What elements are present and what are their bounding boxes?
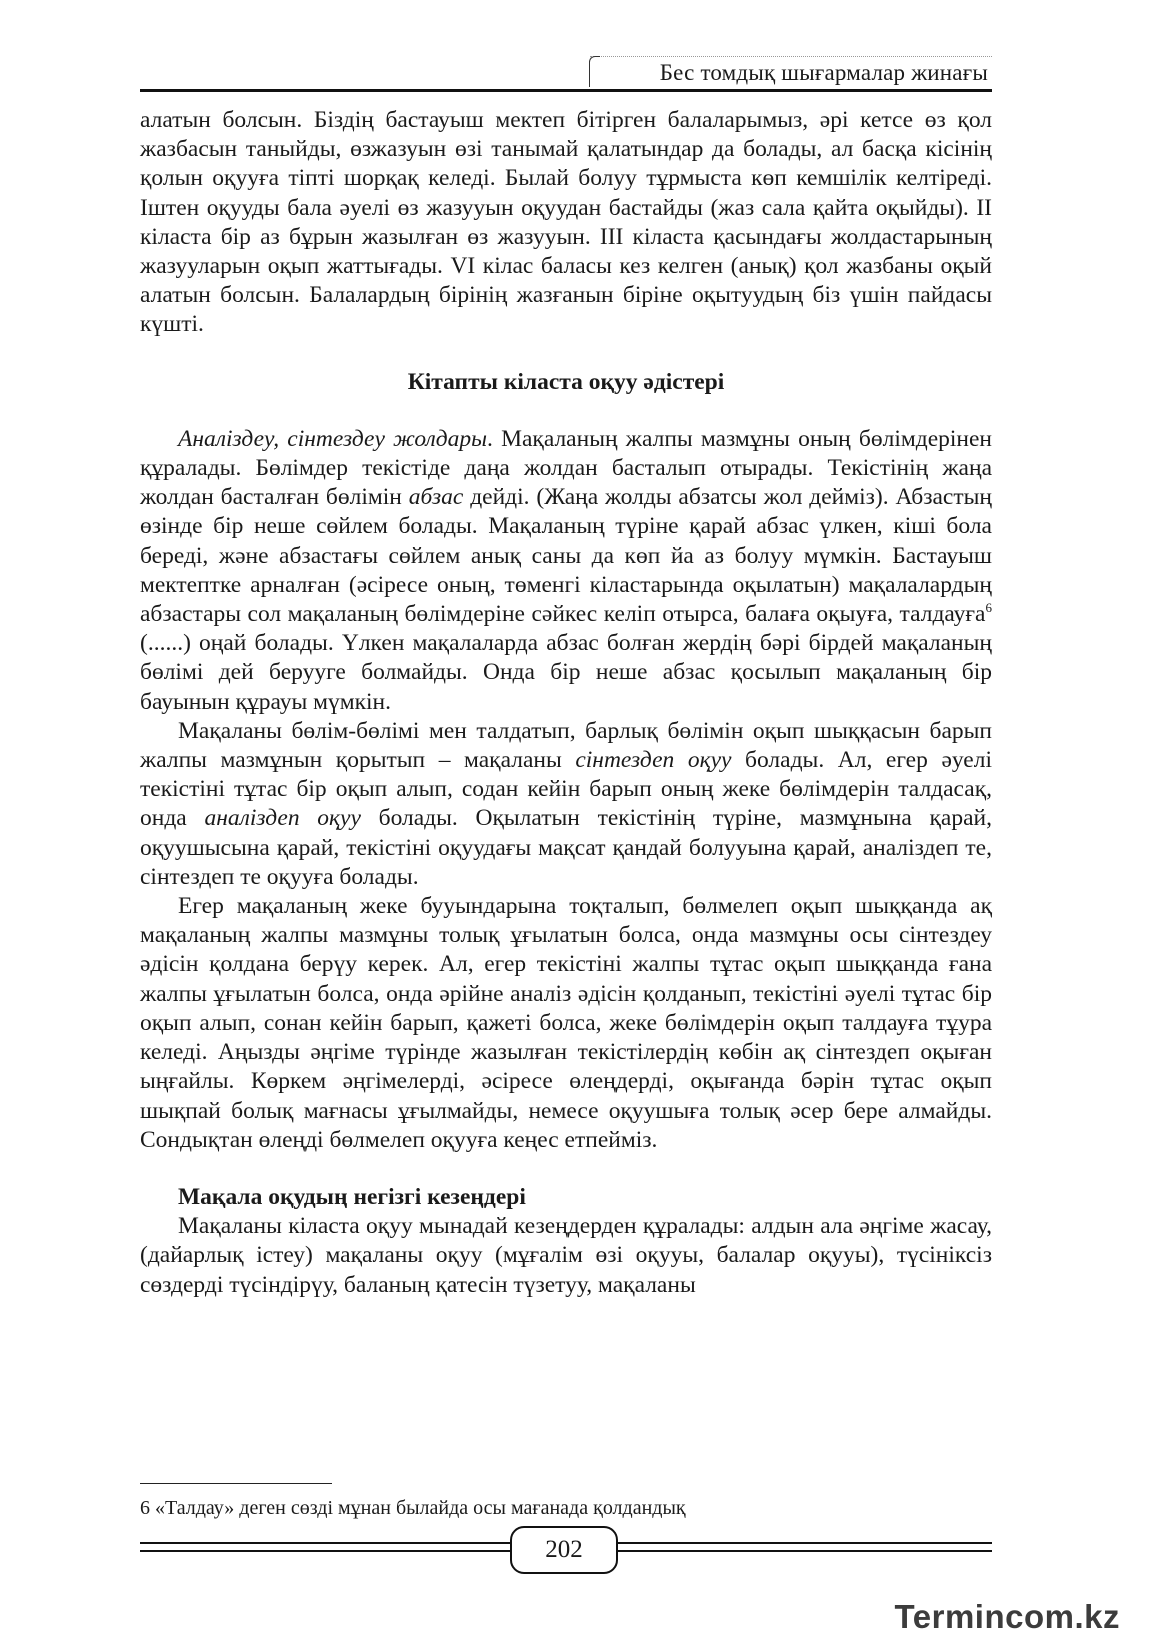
- footer-rule-left-top: [140, 1542, 510, 1544]
- italic-term: сінтездеп оқуу: [575, 747, 732, 774]
- section-heading-reading-methods: Кітапты кіласта оқуу әдістері: [407, 368, 725, 395]
- footer-rule-right-top: [614, 1542, 992, 1544]
- running-title: Бес томдық шығармалар жинағы: [659, 60, 988, 85]
- paragraph-2: Аналіздеу, сінтездеу жолдары. Мақаланың жалпы мазмұны оның бөлімдерінен құралады. Бөлімдер текістіде даңа жолдан басталып отырады. Текістінің жаңа жолдан басталған бөлімін абзас дейді. (Жаңа жолды абзатсы жол дейміз). Абзастың өзінде бір неше сөйлем болады. Мақаланың түріне қарай абзас үлкен, кіші бола береді, және абзастағы сөйлем анық саны да көп йа аз болуу мүмкін. Бастауыш мектептке арналған (әсіресе оның, төменгі кіластарында оқылатын) мақалалардың абзастары сол мақаланың бөлімдеріне сәйкес келіп отырса, балаға оқыуға, талдауға$^6$ (......) оңай болады. Үлкен мақалаларда абзас болған жердің бәрі бірдей мақаланың бөлімі дей берууге болмайды. Онда бір неше абзас қосылып мақаланың бір бауынын құрауы мүмкін.: [140, 425, 992, 715]
- footnote: 6 «Талдау» деген сөзді мұнан былайда осы мағанада қолдандық: [140, 1497, 686, 1519]
- page-footer: [140, 1520, 992, 1580]
- italic-term: аналіздеп оқуу: [204, 805, 361, 832]
- footnote-separator: [140, 1483, 332, 1484]
- page-number: 202: [510, 1526, 618, 1574]
- paragraph-4: Егер мақаланың жеке бууындарына тоқталып, бөлмелеп оқып шыққанда ақ мақаланың жалпы мазмұны толық ұғылатын болса, онда мазмұны осы сінтездеу әдісін қолдана берүу керек. Ал, егер текістіні жалпы тұтас оқып шыққанда ғана жалпы ұғылатын болса, онда әрійне аналіз әдісін қолданып, текістіні әуелі тұтас бір оқып алып, сонан кейін барып, қажеті болса, жеке бөлімдерін оқып талдауға тұура келеді. Аңызды әңгіме түрінде жазылған текістілердің көбін ақ сінтездеп оқыған ыңғайлы. Көркем әңгімелерді, әсіресе өлеңдерді, оқығанда бәрін тұтас оқып шықпай болық мағнасы ұғылмайды, немесе оқуушыға толық әсер бере алмайды. Сондықтан өлеңді бөлмелеп оқууға кеңес етпейміз.: [140, 893, 992, 1153]
- header-dotted-line: [590, 56, 992, 57]
- paragraph-3: Мақаланы бөлім-бөлімі мен талдатып, барлық бөлімін оқып шыққасын барып жалпы мазмұнын қорытып – мақаланы сінтездеп оқуу болады. Ал, егер әуелі текістіні тұтас бір оқып алып, содан кейін барып оның жеке бөлімдерін талдасақ, онда аналіздеп оқуу болады. Оқылатын текістінің түріне, мазмұнына қарай, оқуушысына қарай, текістіні оқуудағы мақсат қандай болууына қарай, аналіздеп те, сінтездеп те оқууға болады.: [140, 717, 992, 890]
- paragraph-1: алатын болсын. Біздің бастауыш мектеп бітірген балаларымыз, әрі кетсе өз қол жазбасын таныйды, өзжазуын өзі танымай қалатындар да болады, ал басқа кісінің қолын оқууға тіпті шорқақ келеді. Былай болуу тұрмыста көп кемшілік келтіреді. Іштен оқууды бала әуелі өз жазууын оқуудан бастайды (жаз сала қайта оқыйды). ІІ кіласта бір аз бұрын жазылған өз жазууын. ІІІ кіласта қасындағы жолдастарының жазууларын оқып жаттығады. VІ кілас баласы кез келген (анық) қол жазбаны оқый алатын болсын. Балалардың бірінің жазғанын біріне оқытуудың біз үшін пайдасы күшті.: [140, 107, 992, 338]
- section-heading-stages: Мақала оқудың негізгі кезеңдері: [178, 1183, 526, 1210]
- italic-term: Аналіздеу, сінтездеу жолдары: [178, 425, 488, 452]
- footnote-ref: 6: [985, 600, 992, 616]
- footer-rule-right-bottom: [614, 1550, 992, 1552]
- page-body: [140, 106, 992, 1300]
- italic-term: абзас: [408, 484, 464, 511]
- header-rule: [140, 89, 992, 92]
- footer-rule-left-bottom: [140, 1550, 510, 1552]
- header-bracket-ornament: [589, 56, 600, 87]
- running-header: [140, 52, 992, 92]
- site-watermark: Termincom.kz: [894, 1598, 1120, 1635]
- paragraph-5: Мақаланы кіласта оқуу мынадай кезеңдерден құралады: алдын ала әңгіме жасау, (дайарлық істеу) мақаланы оқуу (мұғалім өзі оқууы, балалар оқууы), түсініксіз сөздерді түсіндірүу, баланың қатесін түзетуу, мақаланы: [140, 1213, 992, 1298]
